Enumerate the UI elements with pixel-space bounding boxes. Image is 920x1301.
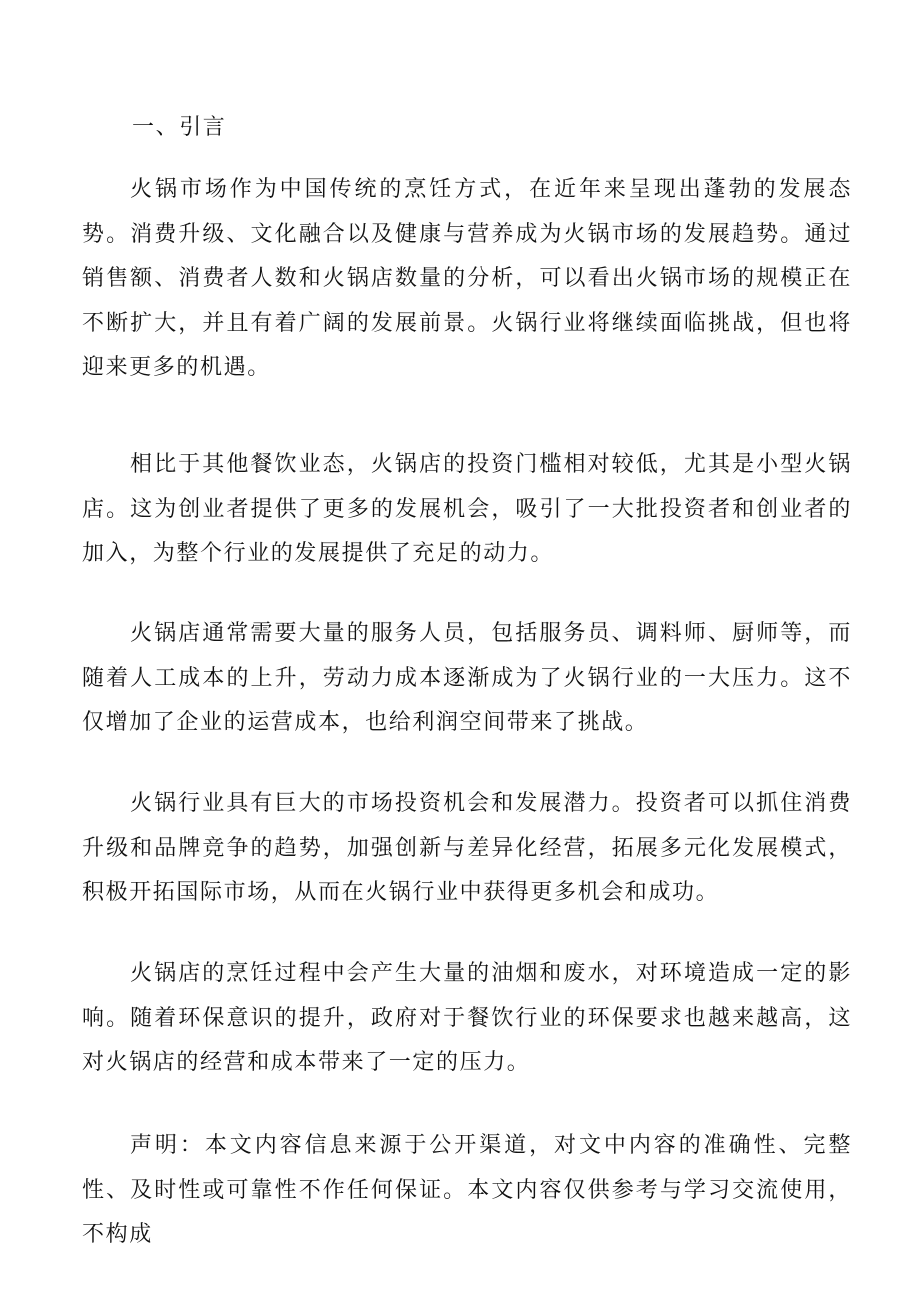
paragraph-disclaimer: 声明：本文内容信息来源于公开渠道，对文中内容的准确性、完整性、及时性或可靠性不作任何保证。本文内容仅供参考与学习交流使用，不构成 [82,1133,852,1247]
paragraph-labor-cost: 火锅店通常需要大量的服务人员，包括服务员、调料师、厨师等，而随着人工成本的上升，劳动力成本逐渐成为了火锅行业的一大压力。这不仅增加了企业的运营成本，也给利润空间带来了挑战。 [82,621,852,735]
paragraph-environmental-impact: 火锅店的烹饪过程中会产生大量的油烟和废水，对环境造成一定的影响。随着环保意识的提升，政府对于餐饮行业的环保要求也越来越高，这对火锅店的经营和成本带来了一定的压力。 [82,961,852,1075]
paragraph-investment-threshold: 相比于其他餐饮业态，火锅店的投资门槛相对较低，尤其是小型火锅店。这为创业者提供了更多的发展机会，吸引了一大批投资者和创业者的加入，为整个行业的发展提供了充足的动力。 [82,452,852,566]
paragraph-market-overview: 火锅市场作为中国传统的烹饪方式，在近年来呈现出蓬勃的发展态势。消费升级、文化融合以及健康与营养成为火锅市场的发展趋势。通过销售额、消费者人数和火锅店数量的分析，可以看出火锅市场的规模正在不断扩大，并且有着广阔的发展前景。火锅行业将继续面临挑战，但也将迎来更多的机遇。 [82,177,852,380]
section-heading: 一、引言 [132,115,227,140]
paragraph-investment-opportunity: 火锅行业具有巨大的市场投资机会和发展潜力。投资者可以抓住消费升级和品牌竞争的趋势，加强创新与差异化经营，拓展多元化发展模式，积极开拓国际市场，从而在火锅行业中获得更多机会和成功。 [82,791,852,905]
